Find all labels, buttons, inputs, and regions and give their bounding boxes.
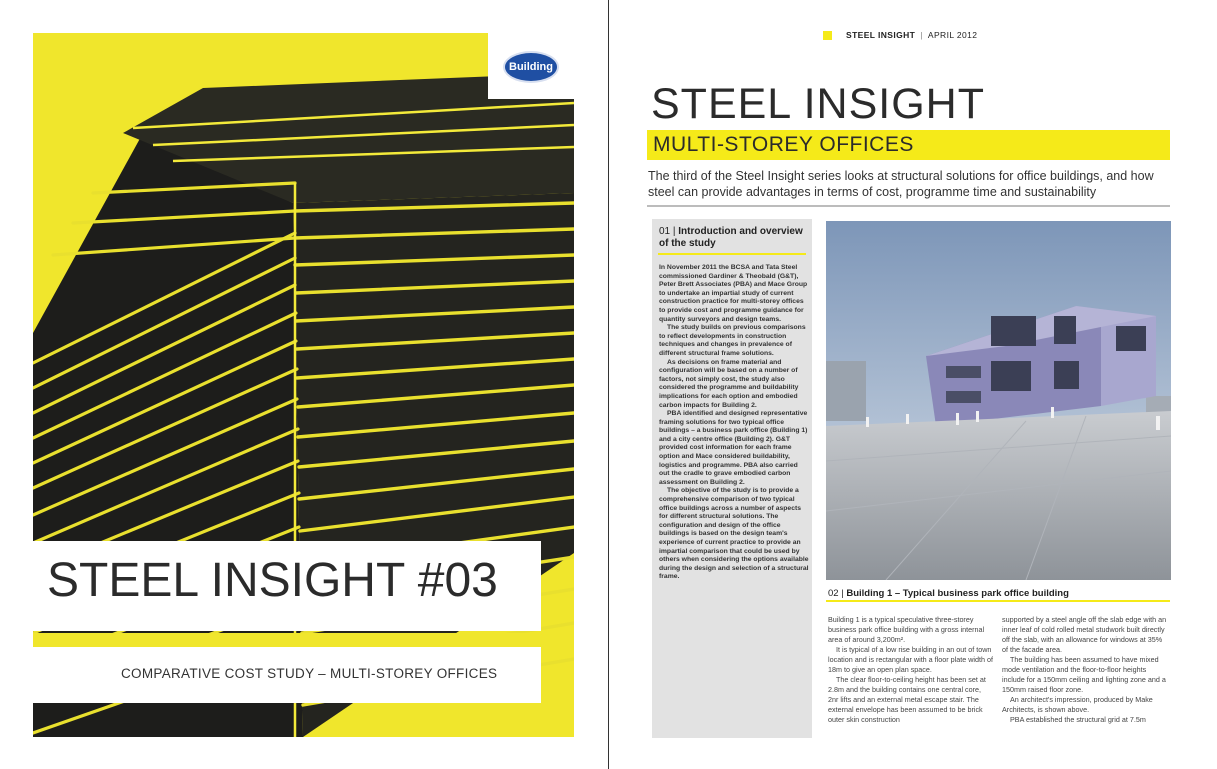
article-subtitle: MULTI-STOREY OFFICES: [653, 133, 914, 156]
section1-paragraph: The study builds on previous comparisons to reflect developments in construction techniques and changes in prevalence of different structural frame solutions.: [659, 324, 806, 357]
header-square-icon: [823, 31, 832, 40]
section1-paragraph: In November 2011 the BCSA and Tata Steel commissioned Gardiner & Theobald (G&T), Peter Brett Associates (PBA) and Mace Group to undertake an impartial study of current construction practice for multi-storey offices to provide cost and programme guidance for quantity surveyors and design teams.: [659, 264, 808, 323]
cover-subtitle: COMPARATIVE COST STUDY – MULTI-STOREY OFFICES: [121, 666, 498, 681]
cover-page: [33, 33, 574, 737]
header-date: APRIL 2012: [927, 30, 978, 40]
body-paragraph: An architect's impression, produced by Make Architects, is shown above.: [1002, 695, 1153, 714]
caption-underline: [826, 600, 1170, 602]
article-intro: The third of the Steel Insight series looks at structural solutions for office buildings, and how steel can provide advantages in terms of cost, programme time and sustainability: [648, 169, 1154, 199]
header-series: STEEL INSIGHT: [846, 30, 916, 40]
section1-underline: [658, 253, 806, 255]
article-title: STEEL INSIGHT: [651, 80, 985, 128]
header-separator: |: [920, 30, 923, 40]
section1-number: 01 |: [659, 226, 676, 237]
body-paragraph: supported by a steel angle off the slab edge with an inner leaf of cold rolled metal studwork built directly off the slab, with an allowance for windows at 35% of the facade area.: [1002, 615, 1167, 654]
divider-rule: [647, 205, 1170, 207]
body-paragraph: It is typical of a low rise building in an out of town location and is rectangular with a floor plate width of 18m to give an open plan space.: [828, 645, 993, 674]
figure-caption: [828, 588, 1069, 599]
section1-title: Introduction and overview of the study: [659, 226, 803, 249]
cover-title: STEEL INSIGHT #03: [47, 554, 498, 607]
body-column-1: [828, 615, 993, 738]
section1-heading: [659, 226, 807, 250]
section1-paragraph: The objective of the study is to provide a comprehensive comparison of two typical office buildings across a number of aspects for different structural solutions. The configuration and design of the office buildings is based on the design team's experience of current practice to provide an impartial comparison that could be used by others when considering the options available during the design and selection of a structural frame.: [659, 487, 809, 581]
section1-paragraph: As decisions on frame material and configuration will be based on a number of factors, not simply cost, the study also considered the programme and buildability implications for each option and embodied carbon impacts for Building 2.: [659, 358, 799, 409]
section1-body: [659, 264, 809, 582]
body-paragraph: The clear floor-to-ceiling height has been set at 2.8m and the building contains one central core, 2nr lifts and an external metal escape stair. The external envelope has been assumed to be brick outer skin construction: [828, 675, 986, 724]
figure-caption-text: Building 1 – Typical business park office building: [846, 588, 1069, 599]
cover-building-artwork: [33, 33, 574, 737]
body-paragraph: Building 1 is a typical speculative three-storey business park office building with a gross internal area of around 3,200m².: [828, 615, 985, 644]
figure-number: 02 |: [828, 588, 844, 599]
running-header: [846, 30, 977, 40]
body-paragraph: The building has been assumed to have mixed mode ventilation and the floor-to-floor heights include for a 150mm ceiling and lighting zone and a 150mm raised floor zone.: [1002, 655, 1166, 694]
body-paragraph: PBA established the structural grid at 7.5m: [1010, 715, 1146, 724]
cover-yellow-band: [33, 633, 574, 647]
building-logo-box: [488, 33, 574, 99]
body-column-2: [1002, 615, 1167, 738]
page-spine: [608, 0, 609, 769]
building1-render-image: [826, 221, 1171, 580]
section1-paragraph: PBA identified and designed representative framing solutions for two typical office buildings – a business park office (Building 1) and a city centre office (Building 2). G&T provided cost information for each frame option and Mace considered buildability, logistics and programme. PBA also carried out the cradle to grave embodied carbon assessment on Building 2.: [659, 410, 808, 486]
building-logo: Building: [503, 51, 559, 83]
